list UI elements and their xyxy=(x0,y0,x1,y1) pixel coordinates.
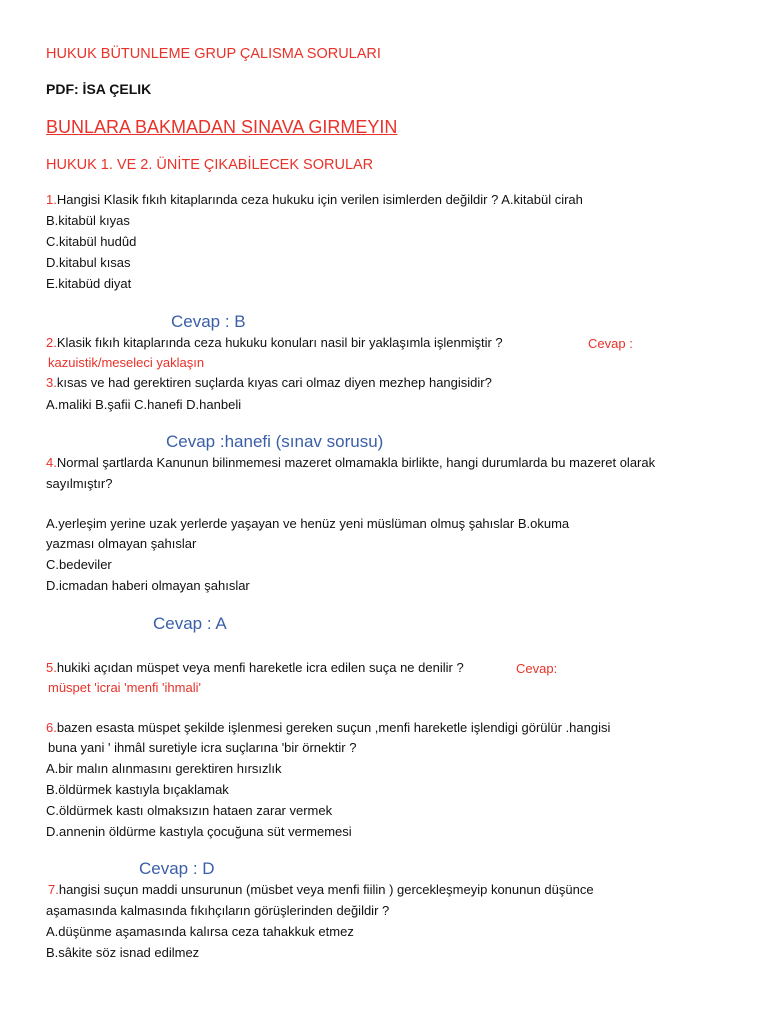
q1-answer: Cevap : B xyxy=(171,312,246,331)
question-7 xyxy=(48,882,594,898)
document-title: HUKUK BÜTUNLEME GRUP ÇALISMA SORULARI xyxy=(46,46,381,62)
q2-answer-label: Cevap : xyxy=(588,336,633,351)
question-number: 6. xyxy=(46,720,57,735)
q4-option-a-continued: yazması olmayan şahıslar xyxy=(46,536,197,551)
question-text: Normal şartlarda Kanunun bilinmemesi mazeret olmamakla birlikte, hangi durumlarda bu mazeret olarak xyxy=(56,455,656,470)
q7-option-a: A.düşünme aşamasında kalırsa ceza tahakkuk etmez xyxy=(46,924,354,939)
q5-answer-label: Cevap: xyxy=(516,661,558,676)
q5-answer-text: müspet 'icrai 'menfi 'ihmali' xyxy=(48,680,201,695)
pdf-author-line: PDF: İSA ÇELIK xyxy=(46,81,152,97)
q3-options: A.maliki B.şafii C.hanefi D.hanbeli xyxy=(46,397,242,412)
q4-option-d: D.icmadan haberi olmayan şahıslar xyxy=(46,578,250,593)
q1-option-d: D.kitabul kısas xyxy=(46,255,131,270)
q1-option-e: E.kitabüd diyat xyxy=(46,276,132,291)
q6-option-d: D.annenin öldürme kastıyla çocuğuna süt vermemesi xyxy=(46,824,352,839)
question-5 xyxy=(46,660,464,676)
q4-text-continued: sayılmıştır? xyxy=(46,476,113,491)
question-text: Klasik fıkıh kitaplarında ceza hukuku konuları nasil bir yaklaşımla işlenmiştir ? xyxy=(56,335,503,350)
q4-answer: Cevap : A xyxy=(153,614,227,633)
question-6 xyxy=(46,720,610,736)
question-number: 2. xyxy=(46,335,57,350)
question-2 xyxy=(46,335,503,351)
question-number: 1. xyxy=(46,192,57,207)
q4-option-a: A.yerleşim yerine uzak yerlerde yaşayan ve henüz yeni müslüman olmuş şahıslar B.okuma xyxy=(46,516,570,531)
warning-heading: BUNLARA BAKMADAN SINAVA GIRMEYIN xyxy=(46,117,398,137)
question-text: hukiki açıdan müspet veya menfi hareketle icra edilen suça ne denilir ? xyxy=(56,660,464,675)
q6-option-b: B.öldürmek kastıyla bıçaklamak xyxy=(46,782,229,797)
question-text: bazen esasta müspet şekilde işlenmesi gereken suçun ,menfi hareketle işlendigi görülür .hangisi xyxy=(56,720,611,735)
question-number: 4. xyxy=(46,455,57,470)
q4-option-c: C.bedeviler xyxy=(46,557,112,572)
q1-option-b: B.kitabül kıyas xyxy=(46,213,130,228)
q2-answer-text: kazuistik/meseleci yaklaşın xyxy=(48,355,205,370)
q6-option-c: C.öldürmek kastı olmaksızın hataen zarar vermek xyxy=(46,803,333,818)
question-number: 7. xyxy=(48,882,59,897)
question-4 xyxy=(46,455,655,471)
q7-text-continued: aşamasında kalmasında fıkıhçıların görüşlerinden değildir ? xyxy=(46,903,390,918)
question-number: 5. xyxy=(46,660,57,675)
q6-text-continued: buna yani ' ihmâl suretiyle icra suçlarına 'bir örnektir ? xyxy=(48,740,357,755)
question-text: kısas ve had gerektiren suçlarda kıyas cari olmaz diyen mezhep hangisidir? xyxy=(56,375,492,390)
question-3 xyxy=(46,375,492,391)
question-number: 3. xyxy=(46,375,57,390)
q7-option-b: B.sâkite söz isnad edilmez xyxy=(46,945,200,960)
q6-answer: Cevap : D xyxy=(139,859,215,878)
question-text: hangisi suçun maddi unsurunun (müsbet veya menfi fiilin ) gercekleşmeyip konunun düşünce xyxy=(58,882,594,897)
q1-option-c: C.kitabül hudûd xyxy=(46,234,137,249)
q3-answer: Cevap :hanefi (sınav sorusu) xyxy=(166,432,384,451)
unit-subtitle: HUKUK 1. VE 2. ÜNİTE ÇIKABİLECEK SORULAR xyxy=(46,157,374,173)
question-1 xyxy=(46,192,583,208)
question-text: Hangisi Klasik fıkıh kitaplarında ceza hukuku için verilen isimlerden değildir ? A.kitabül cirah xyxy=(56,192,583,207)
q6-option-a: A.bir malın alınmasını gerektiren hırsızlık xyxy=(46,761,282,776)
